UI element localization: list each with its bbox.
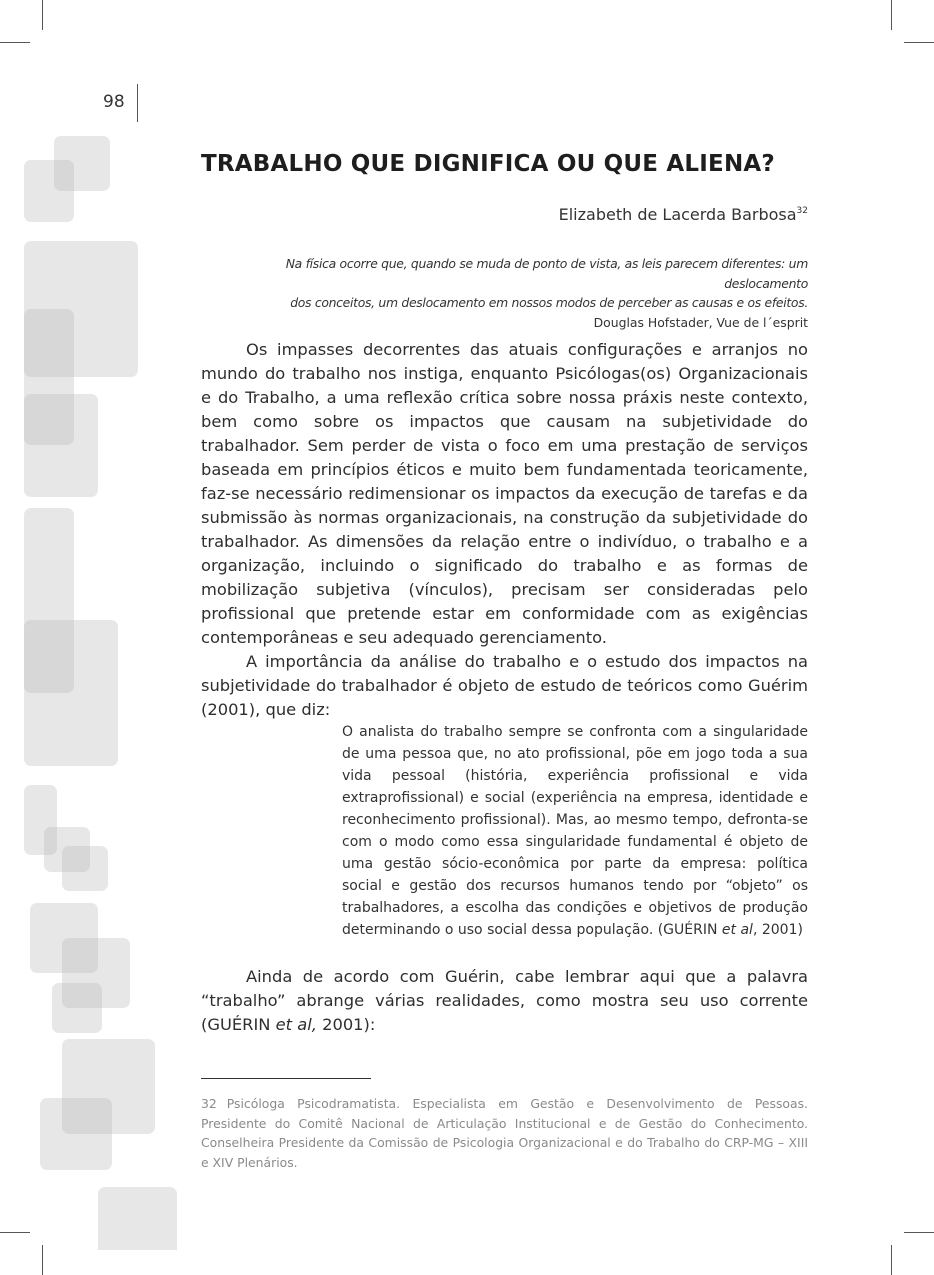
author-footnote-ref[interactable]: 32 bbox=[796, 206, 808, 216]
et-al: et al bbox=[721, 922, 753, 938]
author-line bbox=[559, 205, 808, 224]
crop-mark bbox=[0, 42, 30, 43]
footnote bbox=[201, 1094, 808, 1172]
footnote-text: Psicóloga Psicodramatista. Especialista em Gestão e Desenvolvimento de Pessoas. Presidente do Comitê Nacional de Articulação Institucional e de Gestão do Conhecimento. Conselheira Presidente da Comissão de Psicologia Organizacional e do Trabalho do CRP-MG – XIII e XIV Plenários. bbox=[201, 1096, 808, 1170]
block-quote bbox=[342, 721, 808, 941]
block-quote-text: O analista do trabalho sempre se confronta com a singularidade de uma pessoa que, no ato profissional, põe em jogo toda a sua vida pessoal (história, experiência profissional e vida extraprofissional) e social (experiência na empresa, identidade e reconhecimento profissional). Mas, ao mesmo tempo, defronta-se com o modo como essa singularidade fundamental é objeto de uma gestão sócio-econômica por parte da empresa: política social e gestão dos recursos humanos tendo por “objeto” os trabalhadores, a escolha das condições e objetivos de produção determinando o uso social dessa população. (GUÉRIN et al, 2001) bbox=[342, 724, 808, 938]
page-number-rule bbox=[137, 84, 138, 122]
crop-mark bbox=[42, 1245, 43, 1275]
crop-mark bbox=[904, 42, 934, 43]
paragraph: Ainda de acordo com Guérin, cabe lembrar aqui que a palavra “trabalho” abrange várias realidades, como mostra seu uso corrente (GUÉRIN et al, 2001): bbox=[201, 967, 808, 1034]
epigraph-attribution: Douglas Hofstader, Vue de l´esprit bbox=[593, 314, 808, 330]
crop-mark bbox=[904, 1232, 934, 1233]
footnote-number: 32 bbox=[201, 1096, 217, 1111]
crop-mark bbox=[891, 0, 892, 30]
paragraph: Os impasses decorrentes das atuais configurações e arranjos no mundo do trabalho nos instiga, enquanto Psicólogas(os) Organizacionais e do Trabalho, a uma reflexão crítica sobre nossa práxis neste contexto, bem como sobre os impactos que causam na subjetividade do trabalhador. Sem perder de vista o foco em uma prestação de serviços baseada em princípios éticos e muito bem fundamentada teoricamente, faz-se necessário redimensionar os impactos da execução de tarefas e da submissão às normas organizacionais, na construção da subjetividade do trabalhador. As dimensões da relação entre o indivíduo, o trabalho e a organização, incluindo o significado do trabalho e as formas de mobilização subjetiva (vínculos), precisam ser consideradas pelo profissional que pretende estar em conformidade com as exigências contemporâneas e seu adequado gerenciamento. bbox=[201, 340, 808, 647]
page-number: 98 bbox=[103, 92, 125, 112]
body-text bbox=[201, 338, 808, 722]
et-al: et al, bbox=[275, 1015, 317, 1034]
crop-mark bbox=[0, 1232, 30, 1233]
epigraph-quote-line: Na física ocorre que, quando se muda de ponto de vista, as leis parecem diferentes: um deslocamento bbox=[285, 256, 808, 291]
chapter-title: TRABALHO QUE DIGNIFICA OU QUE ALIENA? bbox=[201, 151, 775, 177]
footnote-separator bbox=[201, 1078, 371, 1079]
crop-mark bbox=[891, 1245, 892, 1275]
epigraph-quote-line: dos conceitos, um deslocamento em nossos modos de perceber as causas e os efeitos. bbox=[290, 295, 808, 310]
paragraph: A importância da análise do trabalho e o estudo dos impactos na subjetividade do trabalhador é objeto de estudo de teóricos como Guérim (2001), que diz: bbox=[201, 652, 808, 719]
epigraph bbox=[201, 254, 808, 332]
crop-mark bbox=[42, 0, 43, 30]
closing-text bbox=[201, 965, 808, 1037]
author-name: Elizabeth de Lacerda Barbosa bbox=[558, 205, 797, 224]
